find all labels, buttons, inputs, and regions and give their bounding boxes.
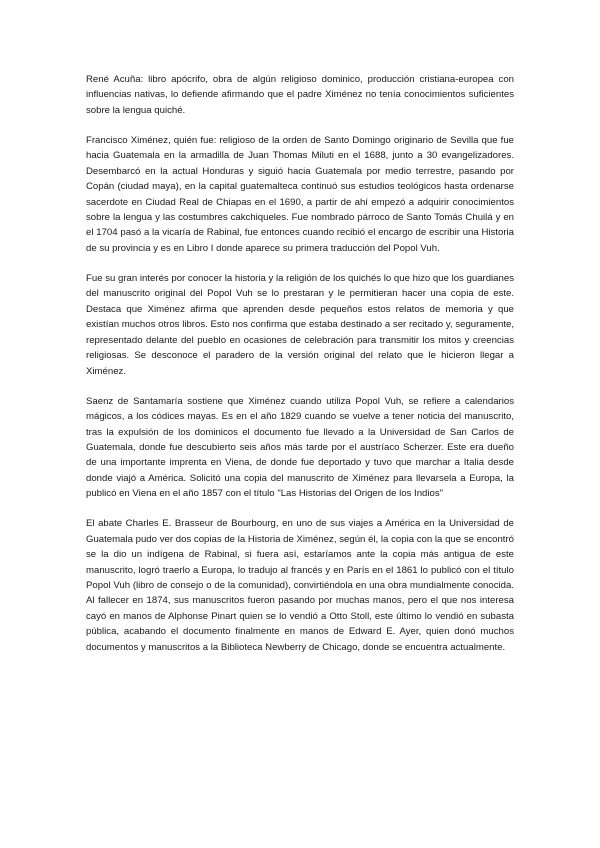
paragraph-saenz-de-santamaria: Saenz de Santamaría sostiene que Ximénez cuando utiliza Popol Vuh, se refiere a calendarios mágicos, a los códices mayas. Es en el año 1829 cuando se vuelve a tener noticia del manuscrito, tras la expulsión de los dominicos el documento fue llevado a la Universidad de San Carlos de Guatemala, donde fue descubierto seis años más tarde por el austríaco Scherzer. Este era dueño de una importante imprenta en Viena, de donde fue deportado y tuvo que marchar a Italia desde donde viajó a América. Solicitó una copia del manuscrito de Ximénez para llevarsela a Europa, la publicó en Viena en el año 1857 con el título "Las Historias del Origen de los Indios" — [86, 395, 514, 500]
paragraph-brasseur-de-bourbourg: El abate Charles E. Brasseur de Bourbourg, en uno de sus viajes a América en la Universidad de Guatemala pudo ver dos copias de la Historia de Ximénez, según él, la copia con la que se encontró se la dio un indígena de Rabinal, si fuera así, estaríamos ante la copia más antigua de este manuscrito, logró traerlo a Europa, lo tradujo al francés y en París en el 1861 lo publicó con el título Popol Vuh (libro de consejo o de la comunidad), convirtiéndola en una obra mundialmente conocida. Al fallecer en 1874, sus manuscritos fueron pasando por muchas manos, pero el que nos interesa cayó en manos de Alphonse Pinart quien se lo vendió a Otto Stoll, este último lo vendió en subasta pública, acabando el documento finalmente en manos de Edward E. Ayer, quien donó muchos documentos y manuscritos a la Biblioteca Newberry de Chicago, donde se encuentra actualmente. — [86, 518, 514, 653]
document-body — [86, 72, 514, 670]
paragraph-rene-acuna: René Acuña: libro apócrifo, obra de algún religioso dominico, producción cristiana-europea con influencias nativas, lo defiende afirmando que el padre Ximénez no tenía conocimientos suficientes sobre la lengua quiché. — [86, 74, 514, 116]
paragraph-interes-quiches: Fue su gran interés por conocer la historia y la religión de los quichés lo que hizo que los guardianes del manuscrito original del Popol Vuh se lo prestaran y le permitieran hacer una copia de este. Destaca que Ximénez afirma que aprenden desde pequeños estos relatos de memoria y que existían muchos otros libros. Esto nos confirma que estaba destinado a ser recitado y, seguramente, representado delante del pueblo en ocasiones de celebración para transmitir los mitos y creencias religiosas. Se desconoce el paradero de la versión original del relato que le hicieron llegar a Ximénez. — [86, 273, 514, 377]
paragraph-francisco-ximenez: Francisco Ximénez, quién fue: religioso de la orden de Santo Domingo originario de Sevilla que fue hacia Guatemala en la armadilla de Juan Thomas Miluti en el 1688, junto a 30 evangelizadores. Desembarcó en la actual Honduras y siguió hacia Guatemala por medio terrestre, pasando por Copán (ciudad maya), en la capital guatemalteca continuó sus estudios teológicos hasta ordenarse sacerdote en Ciudad Real de Chiapas en el 1690, a partir de ahí empezó a adquirir conocimientos sobre la lengua y las costumbres cakchiqueles. Fue nombrado párroco de Santo Tomás Chuilá y en el 1704 pasó a la vicaría de Rabinal, fue entonces cuando recibió el encargo de escribir una Historia de su provincia y es en Libro I donde aparece su primera traducción del Popol Vuh. — [86, 135, 514, 254]
